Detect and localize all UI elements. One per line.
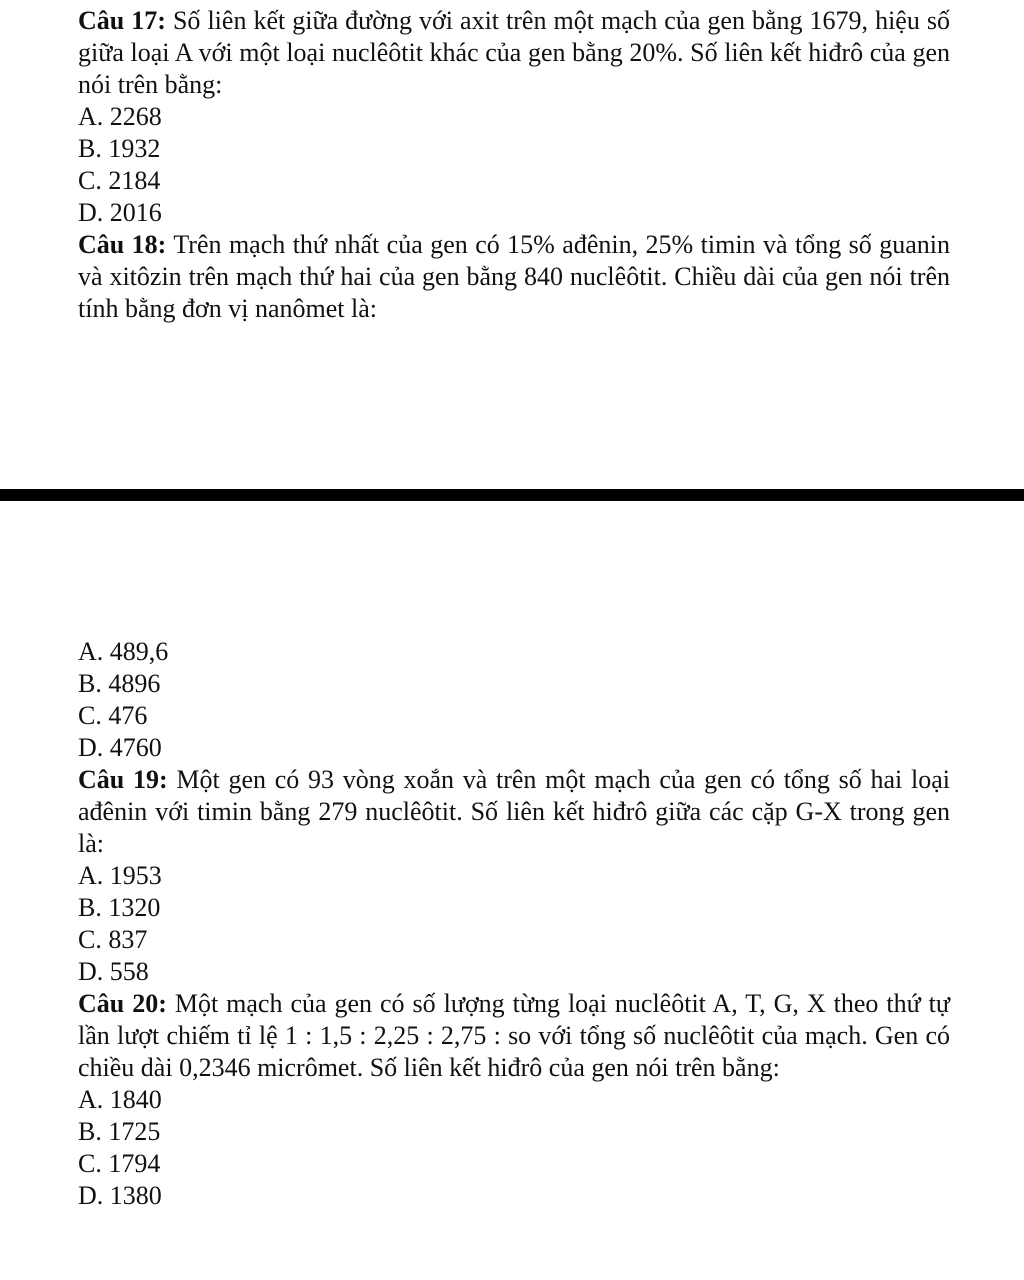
question-18-label: Câu 18: [78, 230, 167, 259]
page-divider [0, 489, 1024, 501]
question-18-option-a[interactable]: A. 489,6 [78, 637, 169, 666]
question-19-text: Một gen có 93 vòng xoắn và trên một mạch của gen có tổng số hai loại ađênin với timin bằng 279 nuclêôtit. Số liên kết hiđrô giữa các cặp G-X trong gen là: [78, 765, 950, 858]
question-17-option-a[interactable]: A. 2268 [78, 102, 162, 131]
question-18-option-d[interactable]: D. 4760 [78, 733, 162, 762]
question-20-option-c[interactable]: C. 1794 [78, 1149, 161, 1178]
question-18-option-b[interactable]: B. 4896 [78, 669, 161, 698]
question-17-stem [78, 5, 950, 101]
question-17-label: Câu 17: [78, 6, 166, 35]
question-19 [78, 764, 950, 988]
question-20-label: Câu 20: [78, 989, 167, 1018]
question-17-text: Số liên kết giữa đường với axit trên một mạch của gen bằng 1679, hiệu số giữa loại A với một loại nuclêôtit khác của gen bằng 20%. Số liên kết hiđrô của gen nói trên bằng: [78, 6, 950, 99]
question-18-text: Trên mạch thứ nhất của gen có 15% ađênin, 25% timin và tổng số guanin và xitôzin trên mạch thứ hai của gen bằng 840 nuclêôtit. Chiều dài của gen nói trên tính bằng đơn vị nanômet là: [78, 230, 950, 323]
question-18-options [78, 636, 950, 764]
question-20-option-d[interactable]: D. 1380 [78, 1181, 162, 1210]
question-19-option-b[interactable]: B. 1320 [78, 893, 161, 922]
question-19-stem [78, 764, 950, 860]
question-20 [78, 988, 950, 1212]
question-20-text: Một mạch của gen có số lượng từng loại nuclêôtit A, T, G, X theo thứ tự lần lượt chiếm tỉ lệ 1 : 1,5 : 2,25 : 2,75 : so với tổng số nuclêôtit của mạch. Gen có chiều dài 0,2346 micrômet. Số liên kết hiđrô của gen nói trên bằng: [78, 989, 950, 1082]
question-20-option-a[interactable]: A. 1840 [78, 1085, 162, 1114]
question-18-option-c[interactable]: C. 476 [78, 701, 148, 730]
question-17-option-c[interactable]: C. 2184 [78, 166, 161, 195]
question-18 [78, 229, 950, 325]
question-18-stem [78, 229, 950, 325]
question-19-option-a[interactable]: A. 1953 [78, 861, 162, 890]
question-20-option-b[interactable]: B. 1725 [78, 1117, 161, 1146]
question-19-option-d[interactable]: D. 558 [78, 957, 149, 986]
question-17-option-b[interactable]: B. 1932 [78, 134, 161, 163]
question-19-label: Câu 19: [78, 765, 168, 794]
question-17 [78, 5, 950, 229]
question-20-stem [78, 988, 950, 1084]
question-19-option-c[interactable]: C. 837 [78, 925, 148, 954]
question-17-option-d[interactable]: D. 2016 [78, 198, 162, 227]
